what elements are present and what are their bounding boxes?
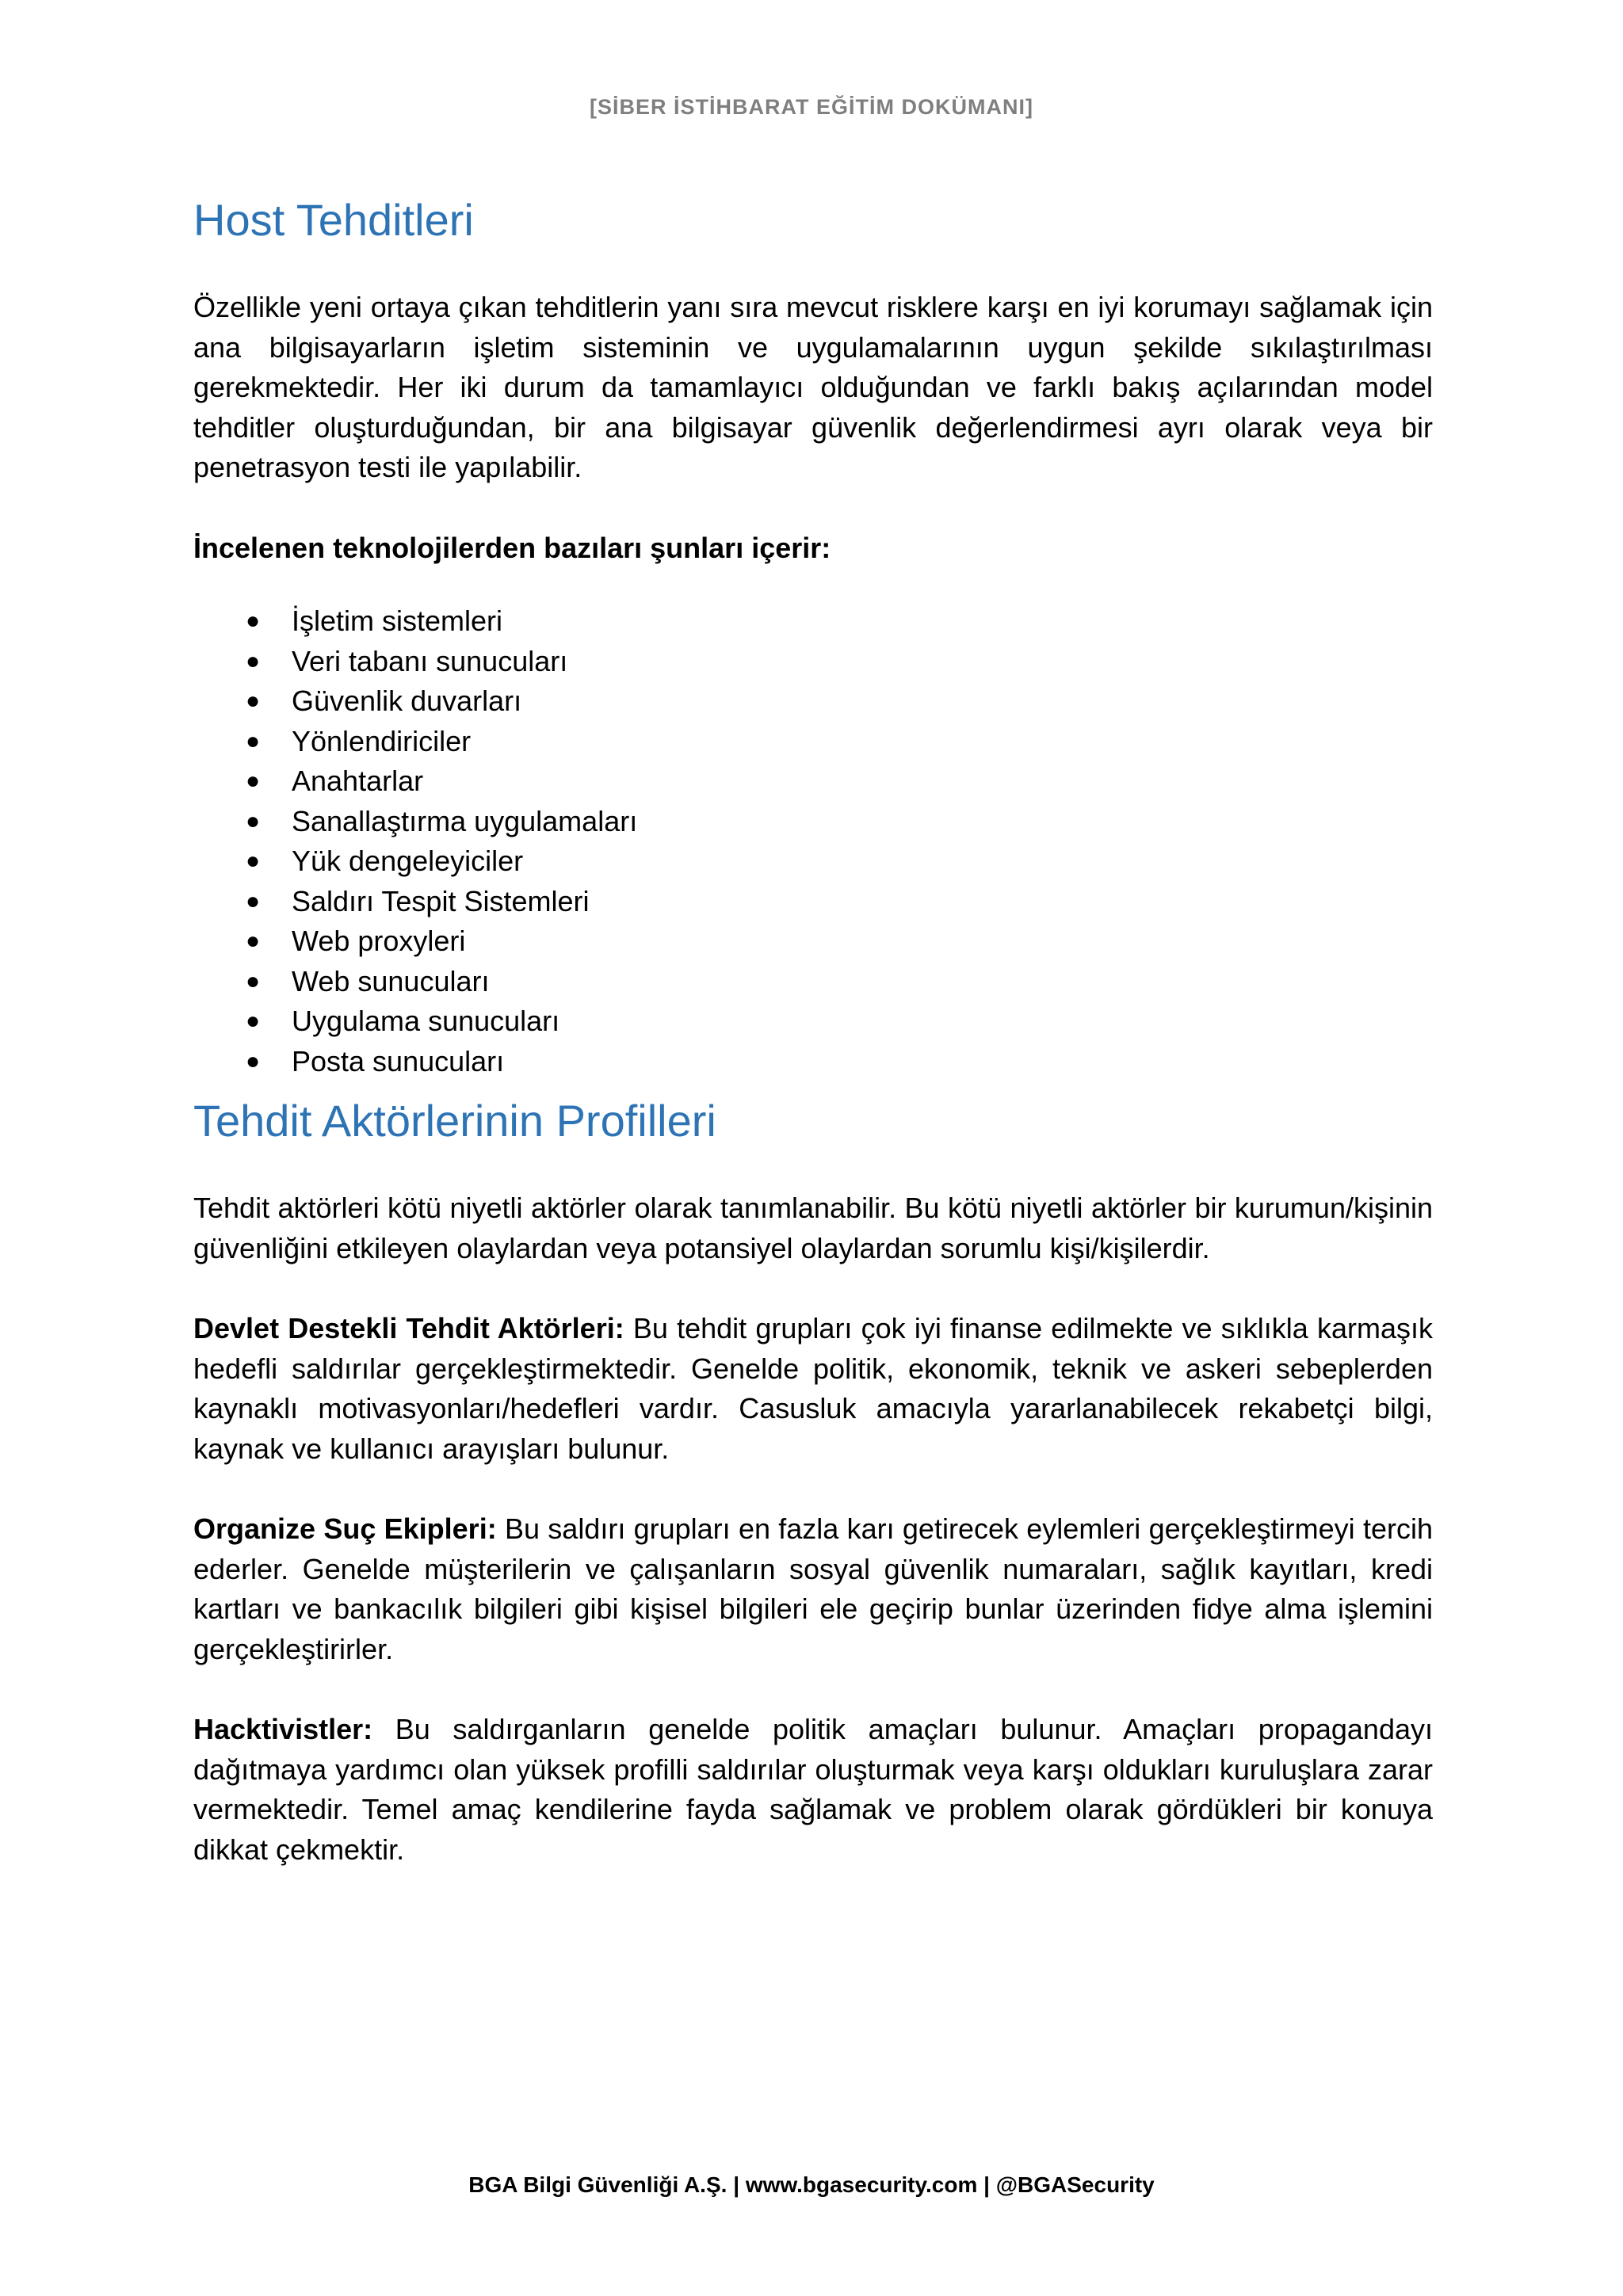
state-sponsored-paragraph	[193, 1309, 1433, 1469]
organized-crime-text: Bu saldırı grupları en fazla karı getirecek eylemleri gerçekleştirmeyi tercih ederler. Genelde müşterilerin ve çalışanların sosyal güvenlik numaraları, sağlık kayıtları, kredi kartları ve bankacılık bilgileri gibi kişisel bilgileri ele geçirip bunlar üzerinden fidye alma işlemini gerçekleştirirler.	[193, 1512, 1433, 1665]
hacktivists-text: Bu saldırganların genelde politik amaçları bulunur. Amaçları propagandayı dağıtmaya yardımcı olan yüksek profilli saldırılar oluşturmak veya karşı oldukları kuruluşlara zarar vermektedir. Temel amaç kendilerine fayda sağlamak ve problem olarak gördükleri bir konuya dikkat çekmektir.	[193, 1713, 1433, 1866]
list-item-label: Web proxyleri	[292, 925, 466, 958]
bullet-icon: ●	[246, 807, 261, 834]
bullet-icon: ●	[246, 768, 261, 795]
bullet-icon: ●	[246, 928, 261, 955]
host-threats-intro: Özellikle yeni ortaya çıkan tehditlerin yanı sıra mevcut risklere karşı en iyi korumayı sağlamak için ana bilgisayarların işletim sisteminin ve uygulamalarının uygun şekilde sıkılaştırılması gerekmektedir. Her iki durum da tamamlayıcı olduğundan ve farklı bakış açılarından model tehditler oluşturduğundan, bir ana bilgisayar güvenlik değerlendirmesi ayrı olarak veya bir penetrasyon testi ile yapılabilir.	[193, 291, 1433, 484]
list-item-label: İşletim sistemleri	[292, 605, 503, 638]
list-item	[193, 642, 1433, 682]
list-item-label: Veri tabanı sunucuları	[292, 644, 568, 677]
bullet-icon: ●	[246, 887, 261, 914]
list-item	[193, 681, 1433, 722]
list-item-label: Web sunucuları	[292, 964, 490, 997]
list-item-label: Anahtarlar	[292, 765, 424, 798]
list-item	[193, 841, 1433, 882]
organized-crime-label: Organize Suç Ekipleri:	[193, 1512, 497, 1546]
page-footer: BGA Bilgi Güvenliği A.Ş. | www.bgasecurity.com | @BGASecurity	[468, 2172, 1155, 2197]
organized-crime-paragraph	[193, 1509, 1433, 1669]
state-sponsored-text: Bu tehdit grupları çok iyi finanse edilmekte ve sıklıkla karmaşık hedefli saldırılar gerçekleştirmektedir. Genelde politik, ekonomik, teknik ve askeri sebeplerden kaynaklı motivasyonları/hedefleri vardır. Casusluk amacıyla yararlanabilecek rekabetçi bilgi, kaynak ve kullanıcı arayışları bulunur.	[193, 1312, 1433, 1465]
threat-actors-intro: Tehdit aktörleri kötü niyetli aktörler olarak tanımlanabilir. Bu kötü niyetli aktörler bir kurumun/kişinin güvenliğini etkileyen olaylardan veya potansiyel olaylardan sorumlu kişi/kişilerdir.	[193, 1192, 1433, 1264]
bullet-icon: ●	[246, 848, 261, 875]
bullet-icon: ●	[246, 608, 261, 635]
list-item	[193, 722, 1433, 762]
list-item-label: Uygulama sunucuları	[292, 1005, 560, 1038]
list-item	[193, 761, 1433, 802]
bullet-icon: ●	[246, 967, 261, 994]
bullet-icon: ●	[246, 1008, 261, 1035]
technologies-list	[193, 601, 1433, 1081]
bullet-icon: ●	[246, 727, 261, 754]
list-item	[193, 1042, 1433, 1082]
bullet-icon: ●	[246, 647, 261, 674]
state-sponsored-label: Devlet Destekli Tehdit Aktörleri:	[193, 1312, 624, 1345]
list-item	[193, 802, 1433, 842]
bullet-icon: ●	[246, 1047, 261, 1074]
list-item-label: Güvenlik duvarları	[292, 685, 522, 718]
bullet-icon: ●	[246, 688, 261, 715]
page-header: [SİBER İSTİHBARAT EĞİTİM DOKÜMANI]	[590, 95, 1033, 119]
list-item-label: Yönlendiriciler	[292, 724, 472, 757]
page-content	[193, 193, 1433, 1870]
list-item	[193, 882, 1433, 922]
list-item-label: Saldırı Tespit Sistemleri	[292, 884, 590, 917]
hacktivists-label: Hacktivistler:	[193, 1713, 373, 1746]
list-item	[193, 962, 1433, 1002]
technologies-list-heading: İncelenen teknolojilerden bazıları şunları içerir:	[193, 531, 831, 564]
list-item	[193, 921, 1433, 962]
host-threats-title: Host Tehditleri	[193, 195, 474, 245]
list-item	[193, 601, 1433, 642]
threat-actors-title: Tehdit Aktörlerinin Profilleri	[193, 1096, 716, 1146]
list-item-label: Sanallaştırma uygulamaları	[292, 804, 638, 837]
hacktivists-paragraph	[193, 1710, 1433, 1870]
list-item-label: Posta sunucuları	[292, 1044, 505, 1077]
list-item-label: Yük dengeleyiciler	[292, 845, 524, 878]
list-item	[193, 1001, 1433, 1042]
